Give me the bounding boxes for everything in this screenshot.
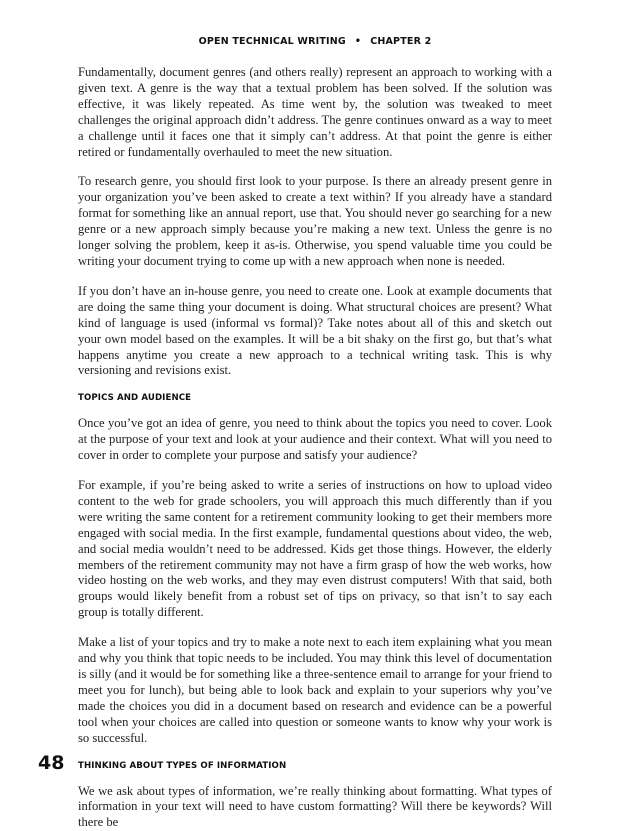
body-text [78,65,552,830]
paragraph-formatting-question: We we ask about types of information, we’re really thinking about formatting. What types of information in your text will need to have custom formatting? Will there be keywords? Will there be [78,783,552,830]
section-heading-topics-audience: TOPICS AND AUDIENCE [78,393,192,404]
book-title: OPEN TECHNICAL WRITING [198,36,346,47]
header-separator: • [354,36,362,47]
paragraph-create-genre: If you don’t have an in-house genre, you need to create one. Look at example documents that are doing the same thing your document is doing. What structural choices are present? What kind of language is used (informal vs formal)? Take notes about all of this and sketch out your own model based on the examples. It will be a bit shaky on the first go, but that’s what happens anytime you create a new approach to a technical writing task. This is why versioning and revisions exist. [78,283,552,378]
paragraph-topic-list: Make a list of your topics and try to make a note next to each item explaining what you mean and why you think that topic needs to be included. You may think this level of documentation is silly (and it would be for something like a three-sentence email to arrange for your friend to meet you for lunch), but being able to look back and explain to your superiors why you’ve made the choices you did in a document based on research and evidence can be a powerful tool when your choices are called into question or someone wants to know why your work is so successful. [78,635,552,745]
section-heading-types-information: THINKING ABOUT TYPES OF INFORMATION [78,760,287,771]
paragraph-genre-definition: Fundamentally, document genres (and others really) represent an approach to working with a given text. A genre is the way that a textual problem has been solved. If the solution was effective, it was likely repeated. As time went by, the solution was tweaked to meet challenges the original approach didn’t address. The genre continues onward as a way to meet a challenge until it faces one that it simply can’t address. At that point the genre is either retired or fundamentally overhauled to meet the new situation. [78,65,552,159]
paragraph-topics-intro: Once you’ve got an idea of genre, you need to think about the topics you need to cover. Look at the purpose of your text and look at your audience and their context. What will you need to cover in order to complete your purpose and satisfy your audience? [78,416,552,463]
paragraph-example-audiences: For example, if you’re being asked to write a series of instructions on how to upload video content to the web for grade schoolers, you will approach this much differently than if you were writing the same content for a retirement community looking to get their members more engaged with social media. In the first example, fundamental questions about video, the web, and social media wouldn’t need to be addressed. Kids get those things. However, the elderly members of the retirement community may not have a firm grasp of how the web works, how video hosting on the web works, and they may even distrust computers! With that said, both groups would likely benefit from a robust set of tips on privacy, so that isn’t to say each group is totally different. [78,478,552,620]
page-number: 48 [38,752,65,774]
paragraph-research-genre: To research genre, you should first look to your purpose. Is there an already present genre in your organization you’ve been asked to create a text within? If you already have a standard format for something like an annual report, use that. You should never go searching for a new genre or a new approach simply because you’re making a new text. Unless the genre is no longer solving the problem, keep it as-is. Otherwise, you spend valuable time you could be writing your document trying to come up with a new approach when none is needed. [78,174,552,268]
chapter-label: CHAPTER 2 [370,36,432,47]
running-header [0,36,630,47]
